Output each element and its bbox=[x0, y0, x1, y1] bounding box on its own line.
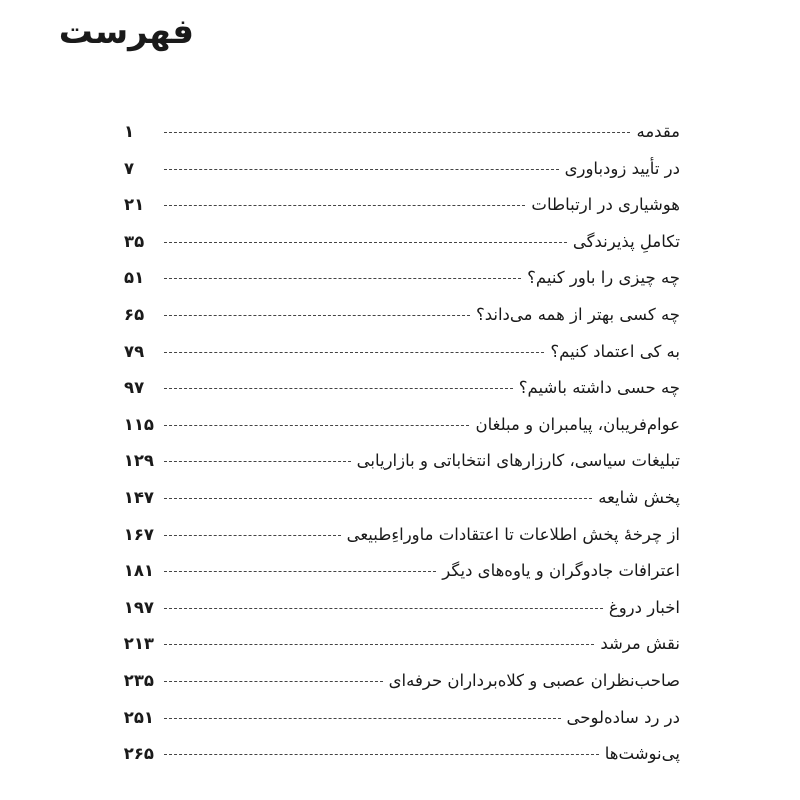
toc-entry-title: در تأیید زودباوری bbox=[564, 158, 680, 178]
toc-row bbox=[124, 297, 680, 334]
dotted-leader bbox=[164, 754, 599, 755]
toc-page-number: ۱۸۱ bbox=[123, 561, 154, 581]
toc-entry-title: عوام‌فریبان، پیامبران و مبلغان bbox=[475, 414, 680, 434]
toc-entry-title: در رد ساده‌لوحی bbox=[566, 707, 680, 727]
toc-page-number: ۱۶۷ bbox=[123, 524, 154, 544]
toc-entry-title: چه حسی داشته باشیم؟ bbox=[518, 378, 680, 398]
dotted-leader bbox=[164, 205, 525, 206]
toc-row bbox=[124, 260, 680, 297]
toc-page-number: ۵۱ bbox=[124, 268, 145, 288]
toc-entry-title: نقش مرشد bbox=[600, 634, 680, 654]
toc-entry-title: تبلیغات سیاسی، کارزارهای انتخاباتی و بازاریابی bbox=[356, 451, 680, 471]
toc-entry-title: اعترافات جادوگران و یاوه‌های دیگر bbox=[442, 561, 680, 581]
dotted-leader bbox=[164, 535, 341, 536]
toc-row bbox=[124, 224, 680, 261]
toc-entry-title: چه کسی بهتر از همه می‌داند؟ bbox=[475, 304, 680, 324]
toc-entry-title: چه چیزی را باور کنیم؟ bbox=[527, 268, 680, 288]
toc-page-number: ۷۹ bbox=[124, 341, 145, 361]
toc-page-number: ۹۷ bbox=[124, 378, 145, 398]
toc-row bbox=[124, 370, 680, 407]
toc-page-number: ۳۵ bbox=[124, 231, 145, 251]
dotted-leader bbox=[164, 132, 630, 133]
toc-page-number: ۲۶۵ bbox=[123, 744, 154, 764]
toc-entry-title: تکاملِ پذیرندگی bbox=[572, 231, 680, 251]
toc-entry-title: مقدمه bbox=[636, 122, 680, 141]
dotted-leader bbox=[164, 681, 383, 682]
dotted-leader bbox=[164, 242, 567, 243]
toc-row bbox=[124, 187, 680, 224]
toc-page-number: ۲۳۵ bbox=[123, 670, 154, 690]
dotted-leader bbox=[164, 644, 594, 645]
toc-row bbox=[124, 700, 680, 737]
toc-row bbox=[124, 151, 680, 188]
toc-entry-title: پخش شایعه bbox=[598, 487, 680, 507]
toc-page-number: ۱۱۵ bbox=[123, 414, 154, 434]
toc-entry-title: پی‌نوشت‌ها bbox=[604, 744, 680, 764]
toc-page-number: ۱ bbox=[124, 122, 135, 141]
dotted-leader bbox=[164, 425, 469, 426]
toc-row bbox=[124, 443, 680, 480]
toc-list bbox=[124, 114, 680, 773]
toc-page-number: ۲۱ bbox=[124, 195, 145, 215]
toc-page-number: ۱۲۹ bbox=[123, 451, 154, 471]
toc-row bbox=[124, 736, 680, 773]
toc-page-number: ۲۵۱ bbox=[123, 707, 154, 727]
toc-page-number: ۲۱۳ bbox=[123, 634, 154, 654]
dotted-leader bbox=[164, 571, 436, 572]
toc-row bbox=[124, 334, 680, 371]
dotted-leader bbox=[164, 608, 603, 609]
dotted-leader bbox=[164, 315, 470, 316]
dotted-leader bbox=[164, 169, 559, 170]
toc-row bbox=[124, 517, 680, 554]
toc-row bbox=[124, 407, 680, 444]
toc-row bbox=[124, 553, 680, 590]
toc-page-number: ۶۵ bbox=[124, 304, 145, 324]
toc-row bbox=[124, 590, 680, 627]
dotted-leader bbox=[164, 352, 544, 353]
dotted-leader bbox=[164, 388, 513, 389]
toc-entry-title: اخبار دروغ bbox=[608, 597, 680, 617]
dotted-leader bbox=[164, 718, 561, 719]
toc-entry-title: به کی اعتماد کنیم؟ bbox=[550, 341, 680, 361]
toc-row bbox=[124, 114, 680, 151]
toc-row bbox=[124, 480, 680, 517]
toc-entry-title: صاحب‌نظران عصبی و کلاه‌برداران حرفه‌ای bbox=[388, 670, 680, 690]
toc-page-number: ۱۴۷ bbox=[123, 487, 154, 507]
dotted-leader bbox=[164, 278, 521, 279]
toc-page-number: ۷ bbox=[124, 158, 135, 178]
toc-row bbox=[124, 626, 680, 663]
toc-entry-title: هوشیاری در ارتباطات bbox=[531, 195, 680, 215]
toc-row bbox=[124, 663, 680, 700]
toc-entry-title: از چرخهٔ پخش اطلاعات تا اعتقادات ماوراءِطبیعی bbox=[346, 524, 680, 544]
dotted-leader bbox=[164, 461, 351, 462]
dotted-leader bbox=[164, 498, 592, 499]
page-title: فهرست bbox=[58, 12, 194, 52]
toc-page-number: ۱۹۷ bbox=[123, 597, 154, 617]
